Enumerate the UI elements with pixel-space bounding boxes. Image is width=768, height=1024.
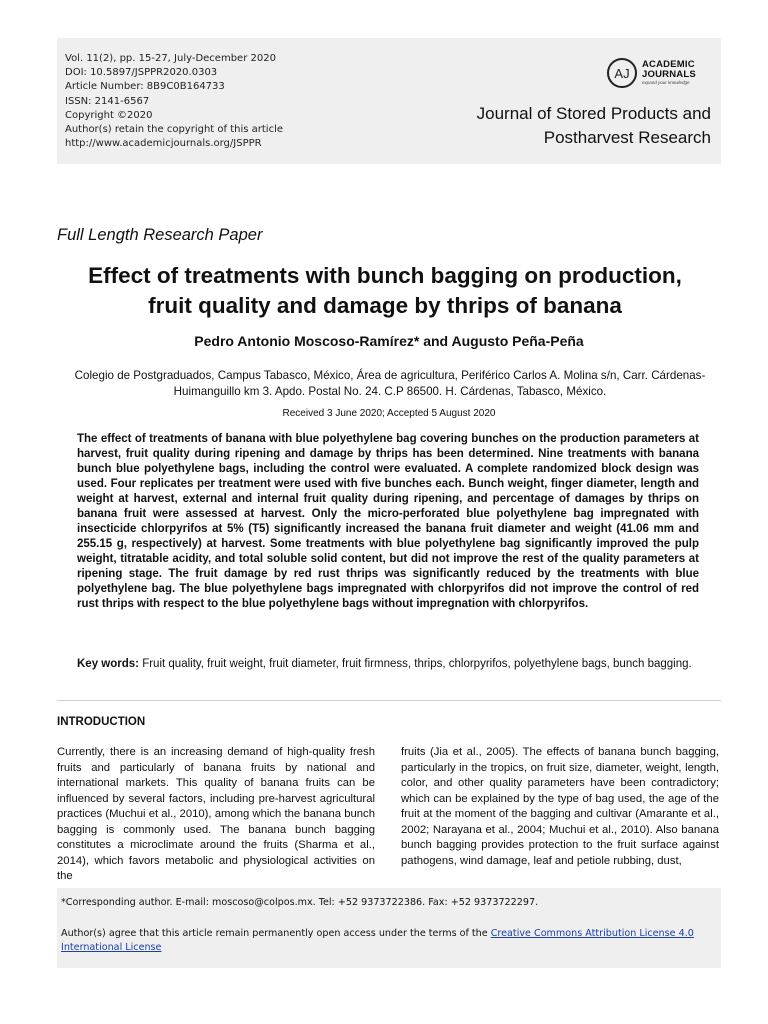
introduction-column-right: fruits (Jia et al., 2005). The effects of banana bunch bagging, particularly in the tropics, on fruit size, diameter, weight, length, color, and other quality parameters have been contradictory; which can be explained by the type of bag used, the age of the fruit at the moment of the bagging and cultivar (Amarante et al., 2002; Narayana et al., 2004; Muchui et al., 2010). Also banana bunch bagging provides protection to the fruit surface against pathogens, wind damage, leaf and petiole rubbing, dust, bbox=[401, 746, 719, 867]
affiliation: Colegio de Postgraduados, Campus Tabasco, México, Área de agricultura, Periférico Carlos A. Molina s/n, Carr. Cárdenas-Huimanguillo km 3. Apdo. Postal No. 24. C.P 86500. H. Cárdenas, Tabasco, México. bbox=[74, 369, 706, 398]
article-metadata bbox=[65, 52, 283, 151]
license-text: Author(s) agree that this article remain permanently open access under the terms of the bbox=[61, 928, 491, 939]
keywords-list: Fruit quality, fruit weight, fruit diameter, fruit firmness, thrips, chlorpyrifos, polyethylene bags, bunch bagging. bbox=[142, 658, 692, 670]
introduction-column-left: Currently, there is an increasing demand of high-quality fresh fruits and particularly of banana fruits by national and international markets. This quality of banana fruits can be influenced by several factors, including pre-harvest agricultural practices (Muchui et al., 2010), among which the banana bunch bagging is commonly used. The banana bunch bagging constitutes a microclimate around the fruits (Sharma et al., 2014), which favors metabolic and physiological activities on the bbox=[57, 746, 375, 882]
paper-type: Full Length Research Paper bbox=[57, 226, 263, 244]
journal-name bbox=[477, 102, 711, 150]
article-number-line: Article Number: 8B9C0B164733 bbox=[65, 81, 225, 93]
journal-name-line-1: Journal of Stored Products and bbox=[476, 104, 711, 123]
journal-header bbox=[57, 38, 721, 164]
section-divider bbox=[57, 700, 721, 701]
logo-line-2: JOURNALS bbox=[642, 69, 696, 80]
academic-journals-logo bbox=[607, 58, 696, 88]
aj-logo-icon: AJ bbox=[607, 58, 637, 88]
authors: Pedro Antonio Moscoso-Ramírez* and Augusto Peña-Peña bbox=[194, 333, 584, 349]
keywords-label: Key words: bbox=[77, 658, 139, 670]
introduction-heading: INTRODUCTION bbox=[57, 716, 146, 728]
license-link[interactable]: Creative Commons Attribution License 4.0 International License bbox=[61, 928, 694, 953]
license-notice bbox=[61, 927, 721, 955]
copyright-line: Copyright ©2020 bbox=[65, 109, 153, 121]
title-line-1: Effect of treatments with bunch bagging on production, bbox=[88, 263, 682, 288]
footnote-box bbox=[57, 888, 721, 968]
doi-line: DOI: 10.5897/JSPPR2020.0303 bbox=[65, 67, 218, 79]
corresponding-author: *Corresponding author. E-mail: moscoso@colpos.mx. Tel: +52 9373722386. Fax: +52 9373722297. bbox=[61, 897, 539, 908]
received-accepted-dates: Received 3 June 2020; Accepted 5 August 2020 bbox=[282, 408, 496, 419]
title-line-2: fruit quality and damage by thrips of banana bbox=[148, 293, 622, 318]
logo-line-1: ACADEMIC bbox=[642, 59, 695, 70]
journal-url[interactable]: http://www.academicjournals.org/JSPPR bbox=[65, 138, 262, 150]
logo-tagline: expand your knowledge bbox=[642, 80, 690, 85]
copyright-retain-line: Author(s) retain the copyright of this article bbox=[65, 124, 284, 136]
issn-line: ISSN: 2141-6567 bbox=[65, 95, 150, 107]
abstract: The effect of treatments of banana with blue polyethylene bag covering bunches on the production parameters at harvest, fruit quality during ripening and damage by thrips has been determined. Nine treatments with banana bunch blue polyethylene bags, including the control were evaluated. A complete randomized block design was used. Four replicates per treatment were used with five bunches each. Bunch weight, finger diameter, length and weight at harvest, external and internal fruit quality during ripening, and percentage of damages by thrips on banana fruit were assessed at harvest. Only the micro-perforated blue polyethylene bag impregnated with insecticide chlorpyrifos at 5% (T5) significantly increased the banana fruit diameter and weight (41.06 mm and 255.15 g, respectively) at harvest. Some treatments with blue polyethylene bag significantly improved the pulp weight, titratable acidity, and total soluble solid content, but did not improve the rest of the quality parameters at ripening stage. The fruit damage by red rust thrips was significantly reduced by the treatments with blue polyethylene bag. The blue polyethylene bags impregnated with chlorpyrifos did not improve the control of red rust thrips with respect to the blue polyethylene bags without impregnation with chlorpyrifos. bbox=[77, 433, 699, 610]
journal-name-line-2: Postharvest Research bbox=[543, 128, 711, 147]
volume-line: Vol. 11(2), pp. 15-27, July-December 2020 bbox=[65, 53, 276, 64]
paper-title bbox=[40, 261, 730, 321]
logo-text bbox=[642, 60, 696, 86]
keywords bbox=[77, 657, 699, 672]
